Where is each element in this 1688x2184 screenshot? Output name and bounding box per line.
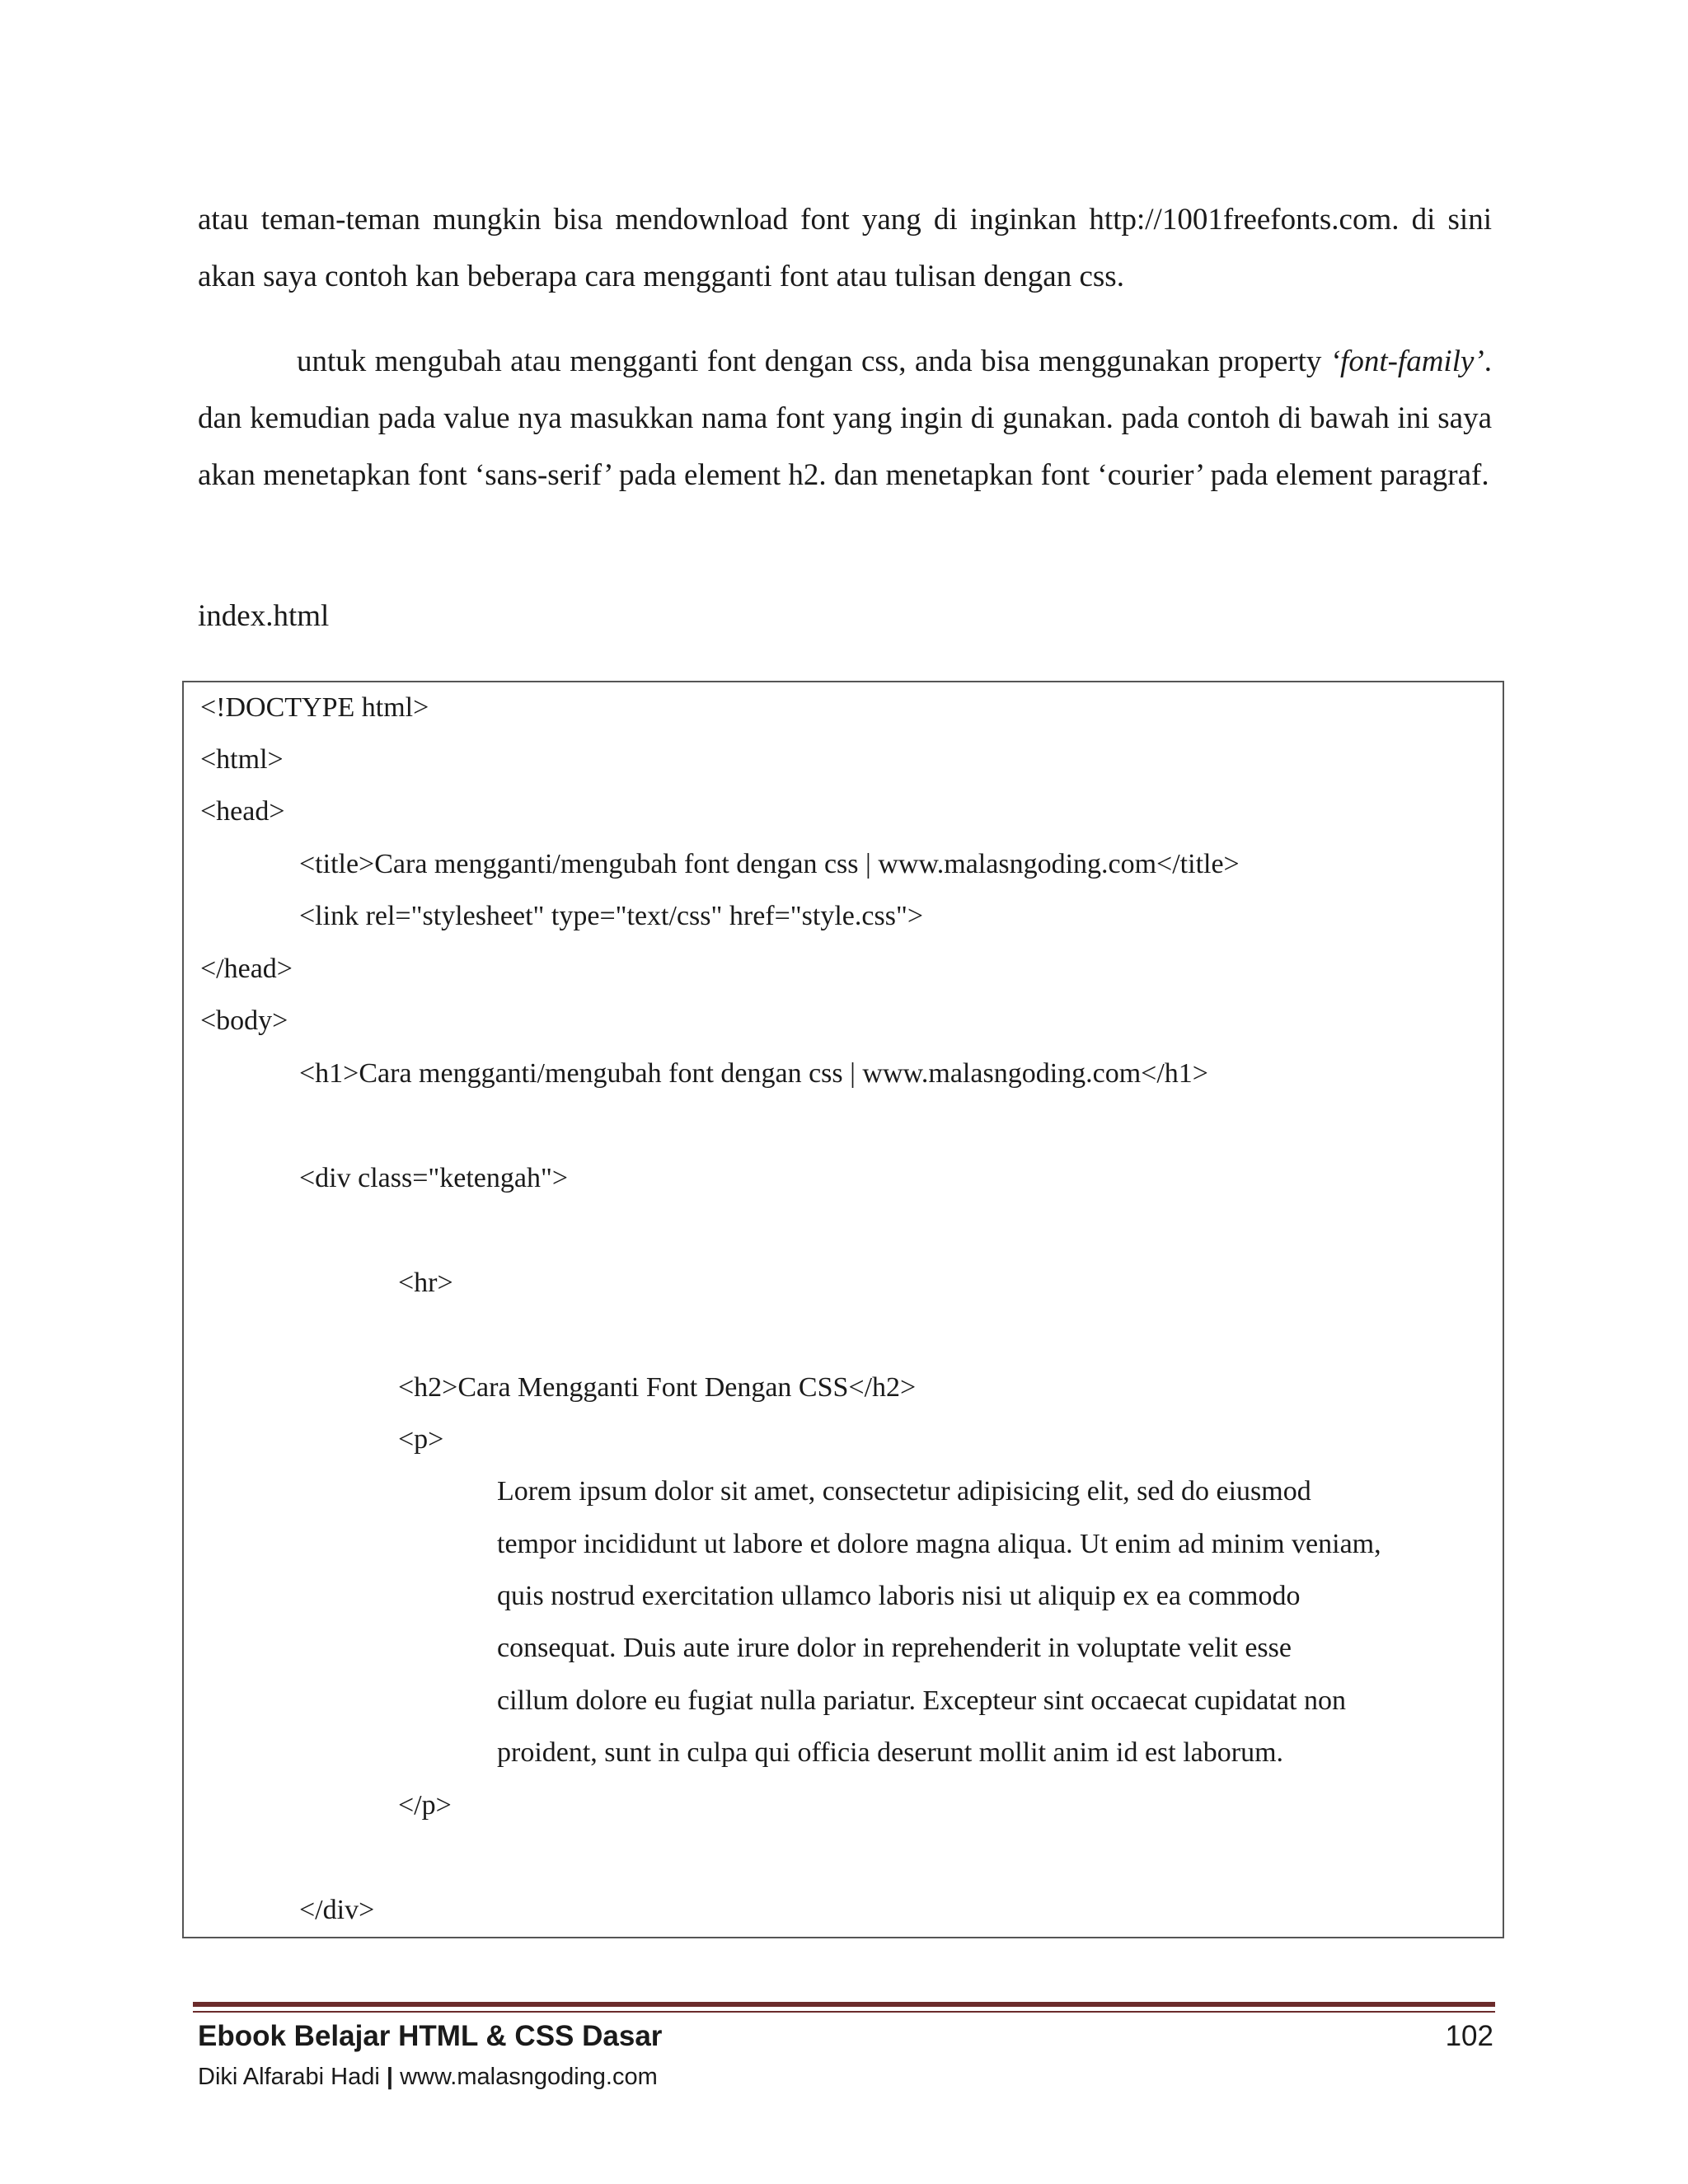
paragraph-intro: atau teman-teman mungkin bisa mendownload font yang di inginkan http://1001freefonts.com. di sini akan saya contoh kan beberapa cara mengganti font atau tulisan dengan css.	[198, 203, 1492, 293]
footer-website: www.malasngoding.com	[400, 2064, 658, 2090]
code-line: </p>	[398, 1790, 452, 1821]
code-line: <body>	[200, 1005, 288, 1036]
code-line: <h2>Cara Mengganti Font Dengan CSS</h2>	[398, 1372, 917, 1403]
code-line: <html>	[200, 744, 284, 775]
code-line: cillum dolore eu fugiat nulla pariatur. Excepteur sint occaecat cupidatat non	[497, 1685, 1346, 1716]
code-line: quis nostrud exercitation ullamco laboris nisi ut aliquip ex ea commodo	[497, 1581, 1301, 1611]
code-line: proident, sunt in culpa qui officia deserunt mollit anim id est laborum.	[497, 1737, 1284, 1768]
footer-rule	[193, 2002, 1495, 2007]
footer-rule-thin	[193, 2011, 1495, 2013]
code-line: <title>Cara mengganti/mengubah font dengan css | www.malasngoding.com</title>	[299, 849, 1240, 879]
code-line: <!DOCTYPE html>	[200, 692, 429, 723]
code-line: <h1>Cara mengganti/mengubah font dengan css | www.malasngoding.com</h1>	[299, 1058, 1208, 1089]
code-line: <link rel="stylesheet" type="text/css" href="style.css">	[299, 901, 923, 931]
footer-author-line	[198, 2060, 658, 2093]
footer-book-title: Ebook Belajar HTML & CSS Dasar	[198, 2020, 663, 2052]
code-line: tempor incididunt ut labore et dolore magna aliqua. Ut enim ad minim veniam,	[497, 1529, 1381, 1559]
code-line: consequat. Duis aute irure dolor in reprehenderit in voluptate velit esse	[497, 1633, 1292, 1663]
code-listing-box	[182, 681, 1504, 1938]
code-line: <div class="ketengah">	[299, 1163, 569, 1193]
page-number: 102	[1445, 2020, 1493, 2052]
code-line: </head>	[200, 954, 293, 984]
property-name-italic: ‘font-family’	[1329, 344, 1484, 378]
code-line: <head>	[200, 796, 285, 827]
code-line: <p>	[398, 1424, 444, 1455]
paragraph-text-start: untuk mengubah atau mengganti font dengan css, anda bisa menggunakan property	[297, 344, 1330, 378]
code-line: </div>	[299, 1895, 375, 1925]
footer-separator: |	[386, 2064, 394, 2090]
paragraph-text-end: . dan kemudian pada value nya masukkan nama font yang ingin di gunakan. pada contoh di bawah ini saya akan menetapkan font ‘sans-serif’ pada element h2. dan menetapkan font ‘courier’ pada element paragraf.	[198, 344, 1492, 492]
code-line: Lorem ipsum dolor sit amet, consectetur adipisicing elit, sed do eiusmod	[497, 1476, 1311, 1507]
code-line: <hr>	[398, 1268, 453, 1298]
author-name: Diki Alfarabi Hadi	[198, 2064, 380, 2090]
paragraph-font-family	[198, 333, 1492, 504]
file-label: index.html	[198, 599, 330, 633]
